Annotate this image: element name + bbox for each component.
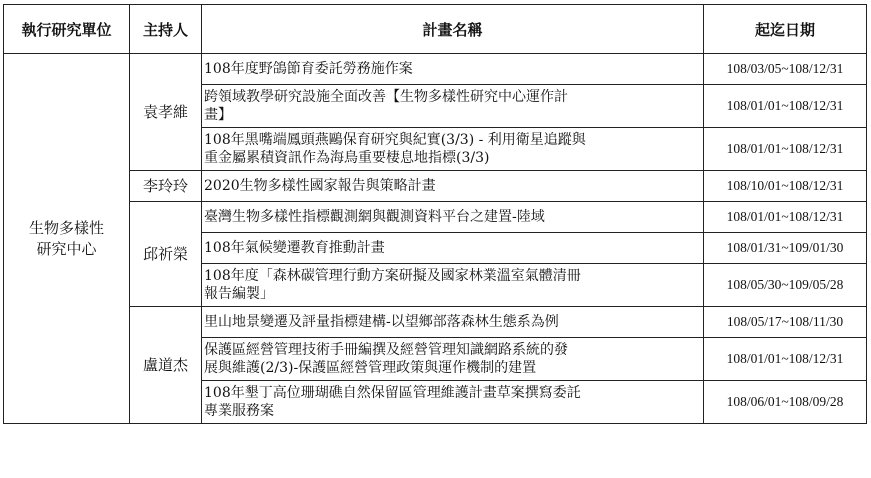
project-name-line: 報告編製」 [204, 286, 274, 302]
project-name-line: 108年度「森林碳管理行動方案研擬及國家林業溫室氣體清冊 [204, 268, 581, 284]
date-range: 108/01/31~109/01/30 [704, 233, 867, 264]
unit-line-2: 研究中心 [36, 239, 97, 258]
date-range: 108/01/01~108/12/31 [704, 128, 867, 171]
project-name-line: 畫】 [204, 107, 232, 123]
project-name-line: 保護區經營管理技術手冊編撰及經營管理知識網路系統的發 [204, 342, 568, 358]
header-dates: 起迄日期 [704, 5, 867, 54]
host-cell: 邱祈榮 [130, 202, 202, 307]
host-cell: 袁孝維 [130, 54, 202, 171]
unit-line-1: 生物多樣性 [28, 218, 104, 237]
project-name-line: 重金屬累積資訊作為海鳥重要棲息地指標(3/3) [204, 150, 490, 166]
project-name [202, 264, 704, 307]
header-project: 計畫名稱 [202, 5, 704, 54]
project-name [202, 128, 704, 171]
host-cell: 盧道杰 [130, 307, 202, 424]
table-row [4, 171, 867, 202]
project-name: 臺灣生物多樣性指標觀測網與觀測資料平台之建置-陸域 [202, 202, 704, 233]
date-range: 108/05/30~109/05/28 [704, 264, 867, 307]
table-row [4, 307, 867, 338]
project-name [202, 381, 704, 424]
table-row [4, 54, 867, 85]
project-name: 2020生物多樣性國家報告與策略計畫 [202, 171, 704, 202]
date-range: 108/06/01~108/09/28 [704, 381, 867, 424]
project-name [202, 338, 704, 381]
project-name [202, 85, 704, 128]
date-range: 108/01/01~108/12/31 [704, 338, 867, 381]
project-name-line: 專業服務案 [204, 403, 274, 419]
project-name-line: 108年黑嘴端鳳頭燕鷗保育研究與紀實(3/3) - 利用衛星追蹤與 [204, 132, 586, 148]
project-name: 108年度野鴿節育委託勞務施作案 [202, 54, 704, 85]
table-row [4, 202, 867, 233]
header-row [4, 5, 867, 54]
project-name-line: 108年墾丁高位珊瑚礁自然保留區管理維護計畫草案撰寫委託 [204, 385, 581, 401]
project-name: 里山地景變遷及評量指標建構-以望鄉部落森林生態系為例 [202, 307, 704, 338]
project-table [3, 4, 867, 424]
project-name-line: 跨領域教學研究設施全面改善【生物多樣性研究中心運作計 [204, 89, 568, 105]
header-unit: 執行研究單位 [4, 5, 130, 54]
date-range: 108/01/01~108/12/31 [704, 85, 867, 128]
project-name: 108年氣候變遷教育推動計畫 [202, 233, 704, 264]
date-range: 108/05/17~108/11/30 [704, 307, 867, 338]
unit-cell [4, 54, 130, 424]
project-name-line: 展與維護(2/3)-保護區經營管理政策與運作機制的建置 [204, 360, 537, 376]
host-cell: 李玲玲 [130, 171, 202, 202]
header-host: 主持人 [130, 5, 202, 54]
date-range: 108/01/01~108/12/31 [704, 202, 867, 233]
date-range: 108/10/01~108/12/31 [704, 171, 867, 202]
date-range: 108/03/05~108/12/31 [704, 54, 867, 85]
